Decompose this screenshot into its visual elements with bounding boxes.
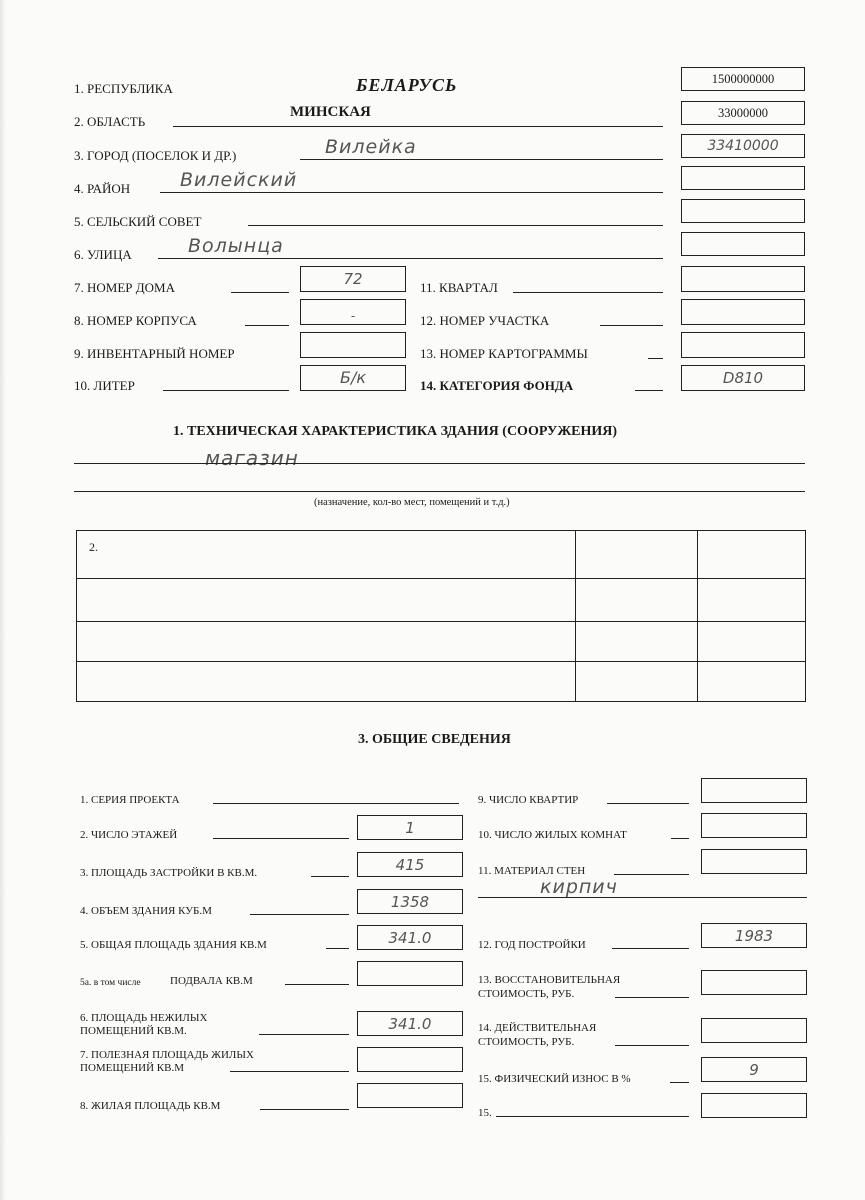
table-cell[interactable] <box>77 621 576 661</box>
fund-category-label: 14. КАТЕГОРИЯ ФОНДА <box>420 378 574 393</box>
table-cell[interactable] <box>77 531 576 579</box>
city-code: 33410000 <box>707 138 779 154</box>
useful-area-label-2: ПОМЕЩЕНИЙ КВ.М <box>80 1062 184 1074</box>
page-edge <box>0 0 5 1200</box>
rooms-label: 10. ЧИСЛО ЖИЛЫХ КОМНАТ <box>478 829 627 841</box>
plot-number-line <box>600 325 663 326</box>
restoration-cost-line <box>615 997 689 998</box>
nonresidential-area-value: 341.0 <box>388 1015 432 1033</box>
floors-value: 1 <box>405 819 415 837</box>
table-cell[interactable] <box>77 661 576 701</box>
actual-cost-line <box>615 1045 689 1046</box>
apartments-line <box>607 803 689 804</box>
built-area-box[interactable] <box>357 852 463 877</box>
building-number-value: - <box>350 309 356 323</box>
quarter-label: 11. КВАРТАЛ <box>420 280 498 295</box>
table-cell[interactable] <box>77 579 576 621</box>
rooms-box[interactable] <box>701 813 807 838</box>
inventory-number-label: 9. ИНВЕНТАРНЫЙ НОМЕР <box>74 346 235 361</box>
build-year-value: 1983 <box>734 927 774 945</box>
nonresidential-area-box[interactable] <box>357 1011 463 1036</box>
building-purpose-value: магазин <box>205 446 299 470</box>
council-line <box>248 225 663 226</box>
built-area-label: 3. ПЛОЩАДЬ ЗАСТРОЙКИ В КВ.М. <box>80 867 258 879</box>
fund-category-box[interactable] <box>681 365 805 391</box>
built-area-value: 415 <box>395 856 425 874</box>
house-number-line <box>231 292 289 293</box>
region-label: 2. ОБЛАСТЬ <box>74 114 146 129</box>
plot-number-box[interactable] <box>681 299 805 325</box>
basement-label: ПОДВАЛА КВ.М <box>170 975 253 987</box>
plot-number-label: 12. НОМЕР УЧАСТКА <box>420 313 550 328</box>
purpose-line-2 <box>74 491 805 492</box>
total-area-box[interactable] <box>357 925 463 950</box>
table-cell[interactable] <box>576 531 698 579</box>
cartogram-number-line <box>648 358 663 359</box>
living-area-label: 8. ЖИЛАЯ ПЛОЩАДЬ КВ.М <box>80 1100 221 1112</box>
section-2-table <box>76 530 806 702</box>
apartments-label: 9. ЧИСЛО КВАРТИР <box>478 794 579 806</box>
useful-area-label: 7. ПОЛЕЗНАЯ ПЛОЩАДЬ ЖИЛЫХ <box>80 1049 254 1061</box>
useful-area-line <box>230 1071 349 1072</box>
basement-prefix: 5а. в том числе <box>80 978 141 988</box>
region-line <box>173 126 663 127</box>
section-general-title: 3. ОБЩИЕ СВЕДЕНИЯ <box>358 732 511 747</box>
fund-category-value: D810 <box>722 369 764 387</box>
floors-box[interactable] <box>357 815 463 840</box>
table-cell[interactable] <box>698 661 806 701</box>
liter-box[interactable] <box>300 365 406 391</box>
build-year-label: 12. ГОД ПОСТРОЙКИ <box>478 939 586 951</box>
wear-label: 15. ФИЗИЧЕСКИЙ ИЗНОС В % <box>478 1073 631 1085</box>
republic-value: БЕЛАРУСЬ <box>356 75 458 95</box>
total-area-label: 5. ОБЩАЯ ПЛОЩАДЬ ЗДАНИЯ КВ.М <box>80 939 267 951</box>
street-line <box>158 258 663 259</box>
region-code: 33000000 <box>718 106 768 120</box>
district-label: 4. РАЙОН <box>74 181 131 196</box>
wear-box[interactable] <box>701 1057 807 1082</box>
purpose-line-1 <box>74 463 805 464</box>
liter-label: 10. ЛИТЕР <box>74 378 135 393</box>
house-number-box[interactable] <box>300 266 406 292</box>
table-cell[interactable] <box>698 531 806 579</box>
table-cell[interactable] <box>576 661 698 701</box>
total-area-value: 341.0 <box>388 929 432 947</box>
city-code-box[interactable] <box>681 134 805 158</box>
living-area-box[interactable] <box>357 1083 463 1108</box>
floors-label: 2. ЧИСЛО ЭТАЖЕЙ <box>80 829 178 841</box>
council-code-box[interactable] <box>681 199 805 223</box>
region-value: МИНСКАЯ <box>290 104 371 120</box>
republic-label: 1. РЕСПУБЛИКА <box>74 81 173 96</box>
restoration-cost-label-2: СТОИМОСТЬ, РУБ. <box>478 988 575 1000</box>
table-cell[interactable] <box>698 621 806 661</box>
wall-material-label: 11. МАТЕРИАЛ СТЕН <box>478 865 586 877</box>
region-code-box[interactable] <box>681 101 805 125</box>
wall-material-value: кирпич <box>540 876 618 898</box>
basement-box[interactable] <box>357 961 463 986</box>
fund-category-line <box>635 390 663 391</box>
building-number-label: 8. НОМЕР КОРПУСА <box>74 313 197 328</box>
project-series-label: 1. СЕРИЯ ПРОЕКТА <box>80 794 180 806</box>
volume-label: 4. ОБЪЕМ ЗДАНИЯ КУБ.М <box>80 905 212 917</box>
table-cell[interactable] <box>576 621 698 661</box>
basement-line <box>285 984 349 985</box>
liter-line <box>163 390 289 391</box>
total-area-line <box>326 948 349 949</box>
nonresidential-area-line <box>259 1034 349 1035</box>
wall-material-line-2 <box>478 897 807 898</box>
volume-box[interactable] <box>357 889 463 914</box>
district-code-box[interactable] <box>681 166 805 190</box>
living-area-line <box>260 1109 349 1110</box>
wear-value: 9 <box>749 1061 759 1079</box>
purpose-caption: (назначение, кол-во мест, помещений и т.д.) <box>314 497 510 508</box>
built-area-line <box>311 876 349 877</box>
extra-15-label: 15. <box>478 1107 492 1119</box>
wall-material-box[interactable] <box>701 849 807 874</box>
actual-cost-box[interactable] <box>701 1018 807 1043</box>
street-code-box[interactable] <box>681 232 805 256</box>
cartogram-number-box[interactable] <box>681 332 805 358</box>
cartogram-number-label: 13. НОМЕР КАРТОГРАММЫ <box>420 346 588 361</box>
restoration-cost-box[interactable] <box>701 970 807 995</box>
project-series-line <box>213 803 459 804</box>
rooms-line <box>671 838 689 839</box>
extra-15-line <box>496 1116 689 1117</box>
street-label: 6. УЛИЦА <box>74 247 132 262</box>
useful-area-box[interactable] <box>357 1047 463 1072</box>
city-value: Вилейка <box>325 136 417 158</box>
section-2-label: 2. <box>89 540 98 554</box>
city-label: 3. ГОРОД (ПОСЕЛОК И ДР.) <box>74 148 237 163</box>
republic-code: 1500000000 <box>711 72 775 86</box>
nonresidential-area-label: 6. ПЛОЩАДЬ НЕЖИЛЫХ <box>80 1012 208 1024</box>
quarter-line <box>513 292 663 293</box>
restoration-cost-label: 13. ВОССТАНОВИТЕЛЬНАЯ <box>478 974 621 986</box>
actual-cost-label: 14. ДЕЙСТВИТЕЛЬНАЯ <box>478 1022 597 1034</box>
city-line <box>300 159 663 160</box>
building-number-line <box>245 325 289 326</box>
volume-value: 1358 <box>390 893 430 911</box>
build-year-box[interactable] <box>701 923 807 948</box>
wall-material-line <box>614 874 689 875</box>
section-technical-title: 1. ТЕХНИЧЕСКАЯ ХАРАКТЕРИСТИКА ЗДАНИЯ (СООРУЖЕНИЯ) <box>173 424 618 439</box>
table-cell[interactable] <box>698 579 806 621</box>
house-number-value: 72 <box>343 270 363 288</box>
volume-line <box>250 914 349 915</box>
actual-cost-label-2: СТОИМОСТЬ, РУБ. <box>478 1036 575 1048</box>
wear-line <box>670 1082 689 1083</box>
liter-value: Б/к <box>339 368 367 387</box>
quarter-box[interactable] <box>681 266 805 292</box>
extra-15-box[interactable] <box>701 1093 807 1118</box>
street-value: Волынца <box>188 235 284 257</box>
council-label: 5. СЕЛЬСКИЙ СОВЕТ <box>74 214 202 229</box>
district-line <box>160 192 663 193</box>
floors-line <box>213 838 349 839</box>
district-value: Вилейский <box>180 169 298 191</box>
apartments-box[interactable] <box>701 778 807 803</box>
republic-code-box[interactable] <box>681 67 805 91</box>
nonresidential-area-label-2: ПОМЕЩЕНИЙ КВ.М. <box>80 1025 187 1037</box>
build-year-line <box>612 948 689 949</box>
house-number-label: 7. НОМЕР ДОМА <box>74 280 175 295</box>
inventory-number-box[interactable] <box>300 332 406 358</box>
table-cell[interactable] <box>576 579 698 621</box>
building-number-box[interactable] <box>300 299 406 325</box>
